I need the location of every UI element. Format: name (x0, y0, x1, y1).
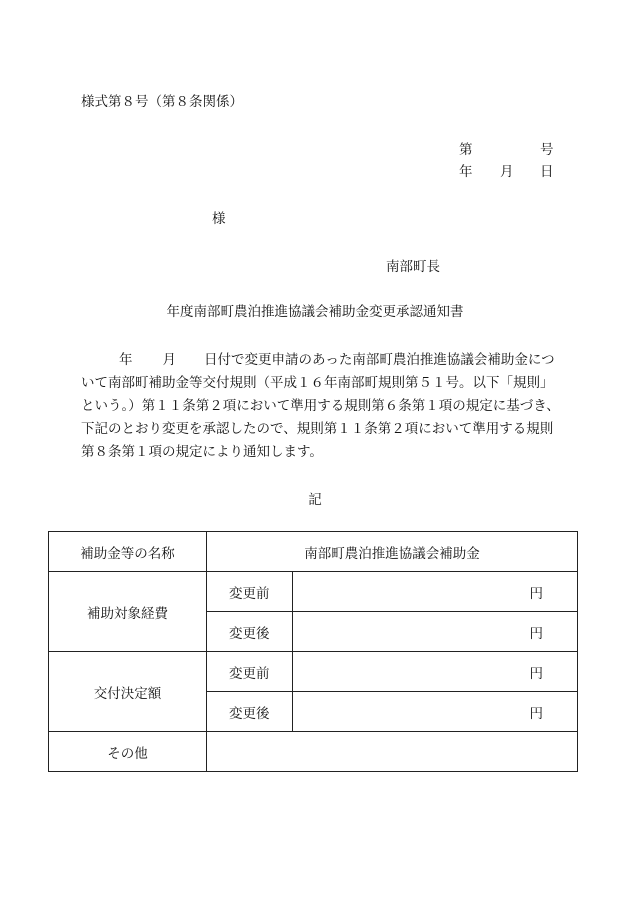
body-line-5: 第８条第１項の規定により通知します。 (81, 444, 323, 460)
sender-name: 南部町長 (386, 259, 440, 275)
body-line-3: という。）第１１条第２項において準用する規則第６条第１項の規定に基づき、 (81, 398, 560, 414)
subsidy-name-value: 南部町農泊推進協議会補助金 (207, 532, 578, 572)
document-title: 年度南部町農泊推進協議会補助金変更承認通知書 (166, 304, 464, 320)
ki-heading: 記 (308, 492, 322, 508)
target-expense-after-amount: 円 (293, 612, 578, 652)
date-year: 年 (459, 164, 473, 180)
body-line-2: いて南部町補助金等交付規則（平成１６年南部町規則第５１号。以下「規則」 (81, 375, 554, 391)
grant-amount-after-amount: 円 (293, 692, 578, 732)
target-expense-label: 補助対象経費 (49, 572, 207, 652)
grant-amount-after-label: 変更後 (207, 692, 293, 732)
table-row (49, 532, 578, 572)
body-month: 月 (162, 352, 176, 368)
body-line-1 (81, 349, 555, 372)
doc-number-suffix: 号 (540, 142, 554, 158)
body-year: 年 (119, 352, 133, 368)
grant-amount-before-label: 変更前 (207, 652, 293, 692)
grant-amount-before-amount: 円 (293, 652, 578, 692)
details-table (48, 531, 578, 772)
date-day: 日 (540, 164, 554, 180)
target-expense-before-amount: 円 (293, 572, 578, 612)
body-line-4: 下記のとおり変更を承認したので、規則第１１条第２項において準用する規則 (81, 421, 554, 437)
target-expense-after-label: 変更後 (207, 612, 293, 652)
body-text (81, 349, 560, 464)
doc-number-prefix: 第 (459, 142, 473, 158)
addressee-honorific: 様 (212, 211, 226, 227)
body-line-1-rest: 日付で変更申請のあった南部町農泊推進協議会補助金につ (204, 352, 555, 368)
form-label: 様式第８号（第８条関係） (81, 94, 243, 110)
date-month: 月 (500, 164, 514, 180)
target-expense-before-label: 変更前 (207, 572, 293, 612)
other-label: その他 (49, 732, 207, 772)
subsidy-name-label: 補助金等の名称 (49, 532, 207, 572)
table-row (49, 572, 578, 612)
table-row (49, 652, 578, 692)
table-row (49, 732, 578, 772)
other-value (207, 732, 578, 772)
grant-amount-label: 交付決定額 (49, 652, 207, 732)
